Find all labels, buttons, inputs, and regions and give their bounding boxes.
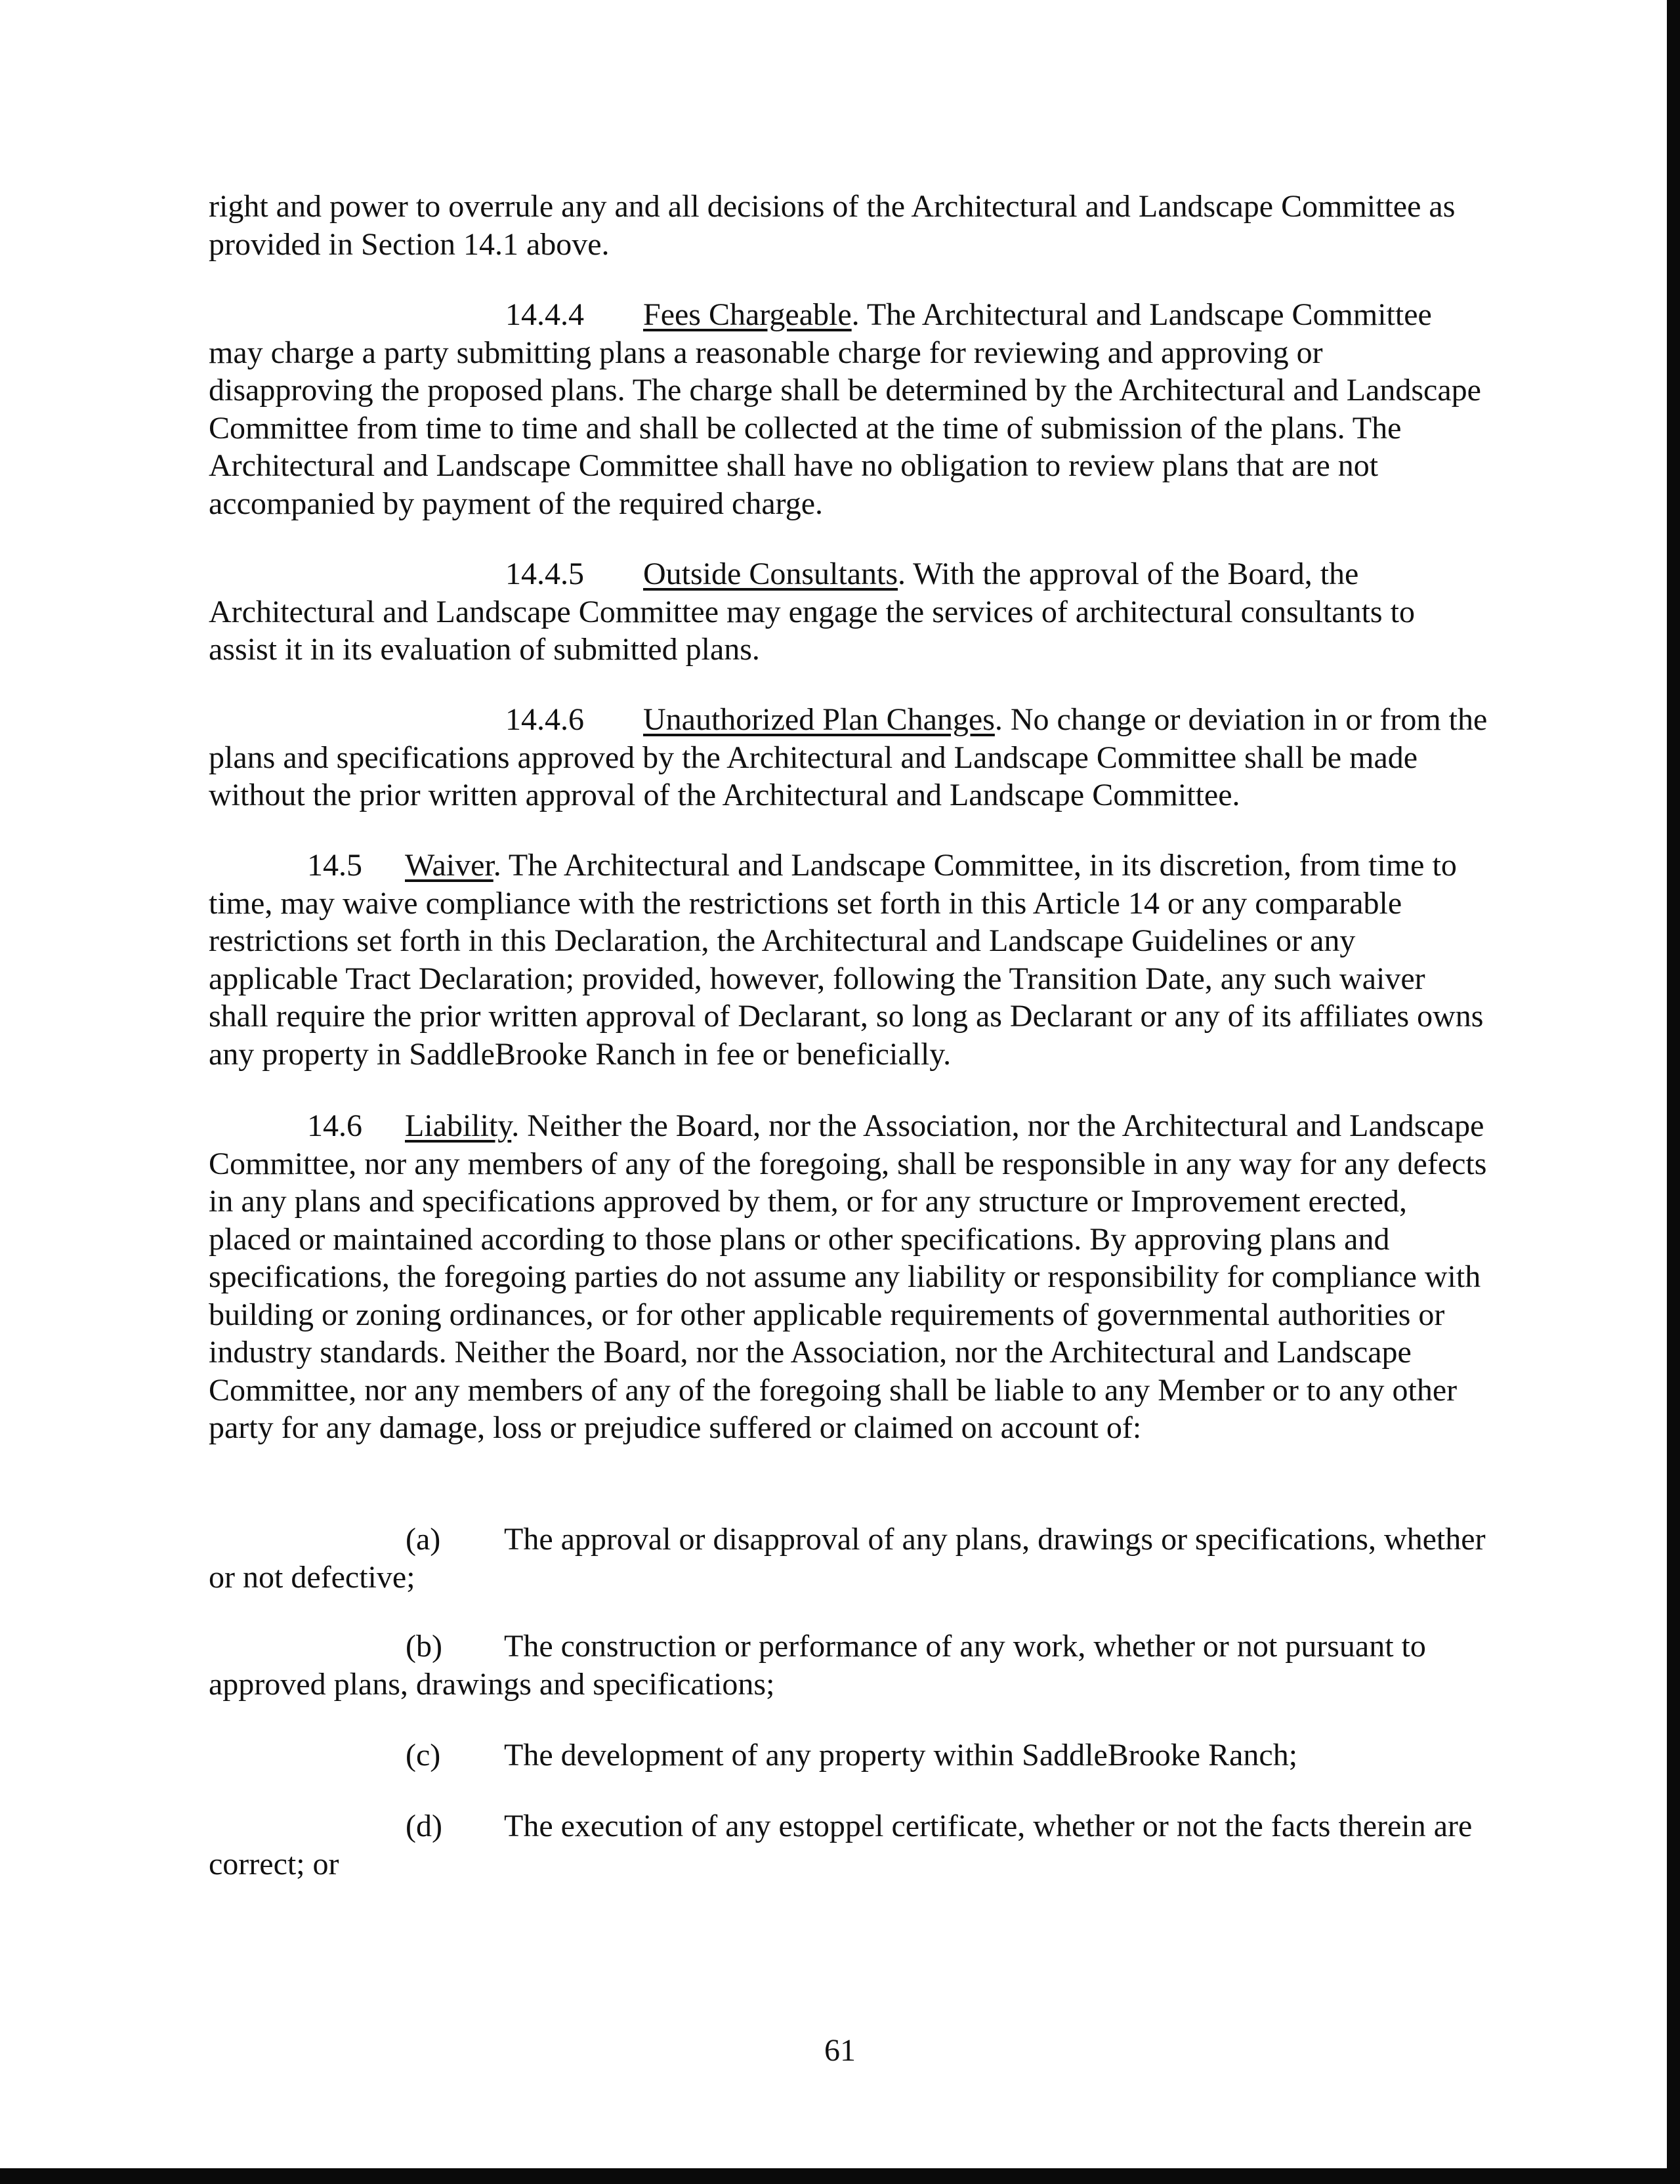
section-heading: Waiver [405,848,494,883]
list-item-d [209,1807,1490,1883]
section-number: 14.5 [307,848,362,883]
section-heading: Unauthorized Plan Changes [643,702,995,737]
section-14-4-6: 14.4.6 Unauthorized Plan Changes. No change or deviation in or from the plans and specifications approved by the Architectural and Landscape Committee shall be made without the prior written approval of the Architectural and Landscape Committee. [209,702,1488,812]
paragraph-continuation: right and power to overrule any and all decisions of the Architectural and Landscape Committee as provided in Section 14.1 above. [209,189,1456,262]
list-item-label: (c) [406,1738,441,1773]
list-item-body: The development of any property within SaddleBrooke Ranch; [504,1738,1298,1773]
list-item-label: (d) [406,1809,442,1843]
section-heading: Fees Chargeable [643,297,852,332]
scan-edge-right [1667,0,1680,2184]
section-body: Neither the Board, nor the Association, nor the Architectural and Landscape Committee, nor any members of any of the foregoing, shall be responsible in any way for any defects in any plans and specifications approved by them, or for any structure or Improvement erected, placed or maintained according to those plans or other specifications. By approving plans and specifications, the foregoing parties do not assume any liability or responsibility for compliance with building or zoning ordinances, or for other applicable requirements of governmental authorities or industry standards. Neither the Board, nor the Association, nor the Architectural and Landscape Committee, nor any members of any of the foregoing shall be liable to any Member or to any other party for any damage, loss or prejudice suffered or claimed on account of: [209,1108,1487,1445]
section-body: No change or deviation in or from the plans and specifications approved by the Architectural and Landscape Committee shall be made without the prior written approval of the Architectural and Landscape Committee. [209,702,1488,812]
section-14-4-5: 14.4.5 Outside Consultants. With the approval of the Board, the Architectural and Landscape Committee may engage the services of architectural consultants to assist it in its evaluation of submitted plans. [209,556,1415,667]
section-14-6: 14.6 Liability. Neither the Board, nor the Association, nor the Architectural and Landscape Committee, nor any members of any of the foregoing, shall be responsible in any way for any defects in any plans and specifications approved by them, or for any structure or Improvement erected, placed or maintained according to those plans or other specifications. By approving plans and specifications, the foregoing parties do not assume any liability or responsibility for compliance with building or zoning ordinances, or for other applicable requirements of governmental authorities or industry standards. Neither the Board, nor the Association, nor the Architectural and Landscape Committee, nor any members of any of the foregoing shall be liable to any Member or to any other party for any damage, loss or prejudice suffered or claimed on account of: [209,1108,1487,1445]
section-heading: Outside Consultants [643,556,898,591]
section-number: 14.6 [307,1108,362,1143]
section-number: 14.4.4 [505,297,584,332]
list-item-body: The approval or disapproval of any plans, drawings or specifications, whether or not defective; [209,1522,1486,1595]
list-item-label: (b) [406,1629,442,1664]
list-item-a [209,1521,1490,1596]
list-item-c [209,1736,1490,1774]
section-body: With the approval of the Board, the Architectural and Landscape Committee may engage the services of architectural consultants to assist it in its evaluation of submitted plans. [209,556,1415,667]
list-item-b [209,1628,1490,1703]
section-number: 14.4.6 [505,702,584,737]
section-body: The Architectural and Landscape Committee, in its discretion, from time to time, may waive compliance with the restrictions set forth in this Article 14 or any comparable restrictions set forth in this Declaration, the Architectural and Landscape Guidelines or any applicable Tract Declaration; provided, however, following the Transition Date, any such waiver shall require the prior written approval of Declarant, so long as Declarant or any of its affiliates owns any property in SaddleBrooke Ranch in fee or beneficially. [209,848,1484,1072]
page-number: 61 [824,2033,856,2068]
section-heading: Liability [405,1108,512,1143]
section-body: The Architectural and Landscape Committee may charge a party submitting plans a reasonable charge for reviewing and approving or disapproving the proposed plans. The charge shall be determined by the Architectural and Landscape Committee from time to time and shall be collected at the time of submission of the plans. The Architectural and Landscape Committee shall have no obligation to review plans that are not accompanied by payment of the required charge. [209,297,1481,521]
section-14-4-4: 14.4.4 Fees Chargeable. The Architectural and Landscape Committee may charge a party submitting plans a reasonable charge for reviewing and approving or disapproving the proposed plans. The charge shall be determined by the Architectural and Landscape Committee from time to time and shall be collected at the time of submission of the plans. The Architectural and Landscape Committee shall have no obligation to review plans that are not accompanied by payment of the required charge. [209,297,1481,521]
list-item-label: (a) [406,1522,441,1557]
list-item-body: The execution of any estoppel certificate, whether or not the facts therein are correct; or [209,1809,1473,1881]
list-item-body: The construction or performance of any work, whether or not pursuant to approved plans, drawings and specifications; [209,1629,1426,1702]
scan-edge-bottom [0,2168,1680,2184]
section-14-5: 14.5 Waiver. The Architectural and Landscape Committee, in its discretion, from time to time, may waive compliance with the restrictions set forth in this Article 14 or any comparable restrictions set forth in this Declaration, the Architectural and Landscape Guidelines or any applicable Tract Declaration; provided, however, following the Transition Date, any such waiver shall require the prior written approval of Declarant, so long as Declarant or any of its affiliates owns any property in SaddleBrooke Ranch in fee or beneficially. [209,848,1484,1072]
section-number: 14.4.5 [505,556,584,591]
